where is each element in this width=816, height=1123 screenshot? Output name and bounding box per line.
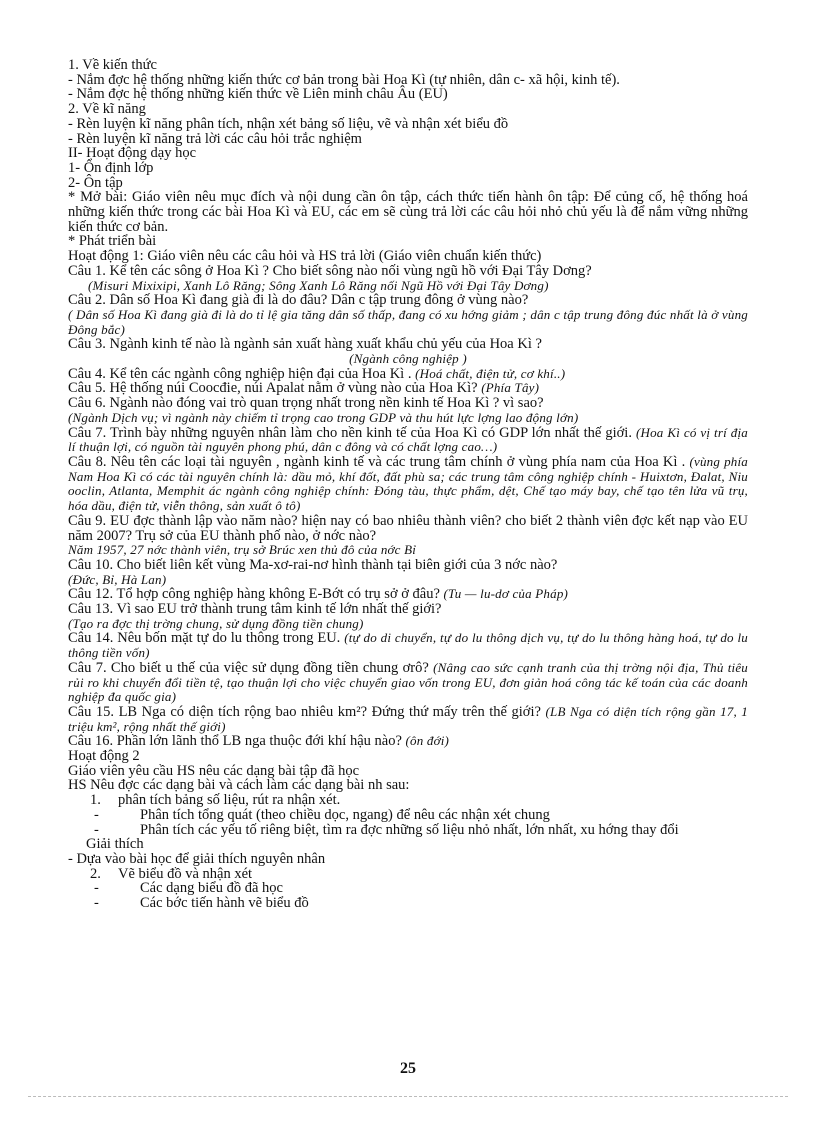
- answer-16: (ôn đới): [405, 733, 450, 749]
- answer-8: (vùng phía Nam Hoa Kì có các tài nguyên chính là: dầu mỏ, khí đốt, đất phù sa; các trung tâm công nghiệp chính - Huixtơn, Đalat, Niu ooclin, Atlanta, Memphit ác ngành công nghiệp chính: Đóng tàu, thực phẩm, dệt, Chế tạo máy bay, chế tạo tên lửa vũ trụ, hóa dầu, điện tử, viễn thông, sản xuất ô tô): [68, 453, 748, 514]
- question-5-text: Câu 5. Hệ thống núi Coocđie, núi Apalat nằm ở vùng nào của Hoa Kì?: [68, 380, 478, 397]
- question-16: [68, 734, 748, 749]
- answer-1: (Misuri Mixixipi, Xanh Lô Răng; Sông Xanh Lô Răng nối Ngũ Hồ với Đại Tây Dơng): [88, 277, 549, 293]
- question-9: Câu 9. EU đợc thành lập vào năm nào? hiện nay có bao nhiêu thành viên? cho biết 2 thành viên đợc kết nạp vào EU năm 2007? Trụ sở của EU thành phố nào, ở nớc nào?: [68, 512, 748, 544]
- answer-6: (Ngành Dịch vụ; vì ngành này chiếm tỉ trọng cao trong GDP và thu hút lực lợng lao động lớn): [68, 409, 579, 425]
- page-number: 25: [400, 1060, 416, 1077]
- answer-2: ( Dân số Hoa Kì đang già đi là do tỉ lệ gia tăng dân số thấp, đang có xu hớng giảm ; dân c tập trung đông đúc nhất là ở vùng Đông bắc): [68, 306, 748, 337]
- text-line: - Rèn luyện kĩ năng phân tích, nhận xét bảng số liệu, vẽ và nhận xét biểu đồ: [68, 115, 509, 132]
- text-line: - Dựa vào bài học để giải thích nguyên nhân: [68, 850, 326, 867]
- question-8: [68, 455, 748, 514]
- question-1: Câu 1. Kể tên các sông ở Hoa Kì ? Cho biết sông nào nối vùng ngũ hồ với Đại Tây Dơng?: [68, 262, 592, 279]
- question-16-text: Câu 16. Phần lớn lãnh thổ LB nga thuộc đới khí hậu nào?: [68, 733, 402, 750]
- dash-item: - Các dạng biểu đồ đã học: [94, 880, 283, 897]
- question-7-text: Câu 7. Trình bày những nguyên nhân làm cho nền kinh tế của Hoa Kì có GDP lớn nhất thế giới.: [68, 424, 632, 441]
- question-6: Câu 6. Ngành nào đóng vai trò quan trọng nhất trong nền kinh tế Hoa Kì ? vì sao?: [68, 395, 544, 412]
- answer-13: (Tạo ra đợc thị trờng chung, sử dụng đồng tiền chung): [68, 615, 364, 631]
- dash-item: - Phân tích tổng quát (theo chiều dọc, ngang) để nêu các nhận xét chung: [94, 806, 550, 823]
- question-12-text: Câu 12. Tổ hợp công nghiệp hàng không E-Bớt có trụ sở ở đâu?: [68, 586, 440, 603]
- answer-3: (Ngành công nghiệp ): [349, 351, 467, 367]
- question-2: Câu 2. Dân số Hoa Kì đang già đi là do đâu? Dân c tập trung đông ở vùng nào?: [68, 292, 529, 309]
- answer-7b: (Nâng cao sức cạnh tranh của thị trờng nội địa, Thủ tiêu rủi ro khi chuyển đổi tiền tệ, tạo thuận lợi cho việc chuyển giao vốn trong EU, đơn giản hoá công tác kế toán của các doanh nghiệp đa quốc gia): [68, 659, 749, 705]
- question-13: Câu 13. Vì sao EU trở thành trung tâm kinh tế lớn nhất thế giới?: [68, 601, 442, 618]
- activity-2-heading: Hoạt động 2: [68, 748, 140, 765]
- dash-item: - Phân tích các yếu tố riêng biệt, tìm ra đợc những số liệu nhỏ nhất, lớn nhất, xu hớng thay đổi: [94, 821, 679, 838]
- intro-paragraph: * Mở bài: Giáo viên nêu mục đích và nội dung cần ôn tập, cách thức tiến hành ôn tập: Để củng cố, hệ thống hoá những kiến thức trong các bài Hoa Kì và EU, các em sẽ cùng trả lời các câu hỏi nhỏ chủ yếu là để nắm vững những kiến thức cơ bản.: [68, 189, 748, 235]
- numbered-item-2: 2. Vẽ biểu đồ và nhận xét: [90, 865, 253, 882]
- heading-knowledge: 1. Về kiến thức: [68, 57, 157, 73]
- question-12: [68, 587, 748, 602]
- answer-4: (Hoá chất, điện tử, cơ khí..): [415, 365, 566, 381]
- document-body: [68, 58, 748, 911]
- text-line: * Phát triển bài: [68, 233, 157, 250]
- question-10: Câu 10. Cho biết liên kết vùng Ma-xơ-rai-nơ hình thành tại biên giới của 3 nớc nào?: [68, 556, 558, 573]
- text-line: 2- Ôn tập: [68, 174, 123, 191]
- text-line: - Rèn luyện kĩ năng trả lời các câu hỏi trắc nghiệm: [68, 130, 362, 147]
- text-line: - Nắm đợc hệ thống những kiến thức cơ bản trong bài Hoa Kì (tự nhiên, dân c- xã hội, kinh tế).: [68, 71, 620, 88]
- numbered-item-1: 1. phân tích bảng số liệu, rút ra nhận xét.: [90, 792, 341, 809]
- text-line: HS Nêu đợc các dạng bài và cách làm các dạng bài nh sau:: [68, 777, 410, 794]
- question-3: Câu 3. Ngành kinh tế nào là ngành sản xuất hàng xuất khẩu chủ yếu của Hoa Kì ?: [68, 336, 542, 353]
- question-14: [68, 631, 748, 660]
- question-8-text: Câu 8. Nêu tên các loại tài nguyên , ngành kinh tế và các trung tâm chính ở vùng phía nam của Hoa Kì .: [68, 453, 686, 470]
- heading-skills: 2. Về kĩ năng: [68, 101, 146, 118]
- text-line: Giải thích: [86, 836, 144, 853]
- question-4-text: Câu 4. Kể tên các ngành công nghiệp hiện đại của Hoa Kì .: [68, 365, 412, 382]
- text-line: 1- Ổn định lớp: [68, 159, 154, 176]
- footer-divider: [28, 1096, 788, 1097]
- text-line: Giáo viên yêu cầu HS nêu các dạng bài tập đã học: [68, 762, 360, 779]
- question-15: [68, 705, 748, 734]
- question-15-text: Câu 15. LB Nga có diện tích rộng bao nhiêu km²? Đứng thứ mấy trên thế giới?: [68, 703, 541, 720]
- question-14-text: Câu 14. Nêu bốn mặt tự do lu thông trong EU.: [68, 630, 341, 647]
- answer-5: (Phía Tây): [481, 380, 540, 396]
- question-7: [68, 426, 748, 455]
- answer-10: (Đức, Bỉ, Hà Lan): [68, 571, 167, 587]
- dash-item: - Các bớc tiến hành vẽ biểu đồ: [94, 895, 309, 912]
- activity-1-heading: Hoạt động 1: Giáo viên nêu các câu hỏi và HS trả lời (Giáo viên chuẩn kiến thức): [68, 248, 542, 265]
- answer-15: (LB Nga có diện tích rộng gần 17, 1 triệu km², rộng nhất thế giới): [68, 703, 748, 734]
- answer-9: Năm 1957, 27 nớc thành viên, trụ sở Brúc xen thủ đô của nớc Bỉ: [68, 542, 417, 558]
- heading-activities: II- Hoạt động dạy học: [68, 145, 197, 162]
- question-7b: [68, 661, 748, 705]
- text-line: - Nắm đợc hệ thống những kiến thức về Liên minh châu Âu (EU): [68, 86, 448, 103]
- question-5: [68, 381, 748, 396]
- question-7b-text: Câu 7. Cho biết u thế của việc sử dụng đồng tiền chung ơrô?: [68, 659, 429, 676]
- answer-12: (Tu — lu-dơ của Pháp): [443, 586, 569, 602]
- question-4: [68, 367, 748, 382]
- answer-7: (Hoa Kì có vị trí địa lí thuận lợi, có nguồn tài nguyên phong phú, dân c đông và có chất lợng cao…): [68, 424, 749, 455]
- answer-14: (tự do di chuyển, tự do lu thông dịch vụ, tự do lu thông hàng hoá, tự do lu thông tiền vốn): [68, 630, 748, 661]
